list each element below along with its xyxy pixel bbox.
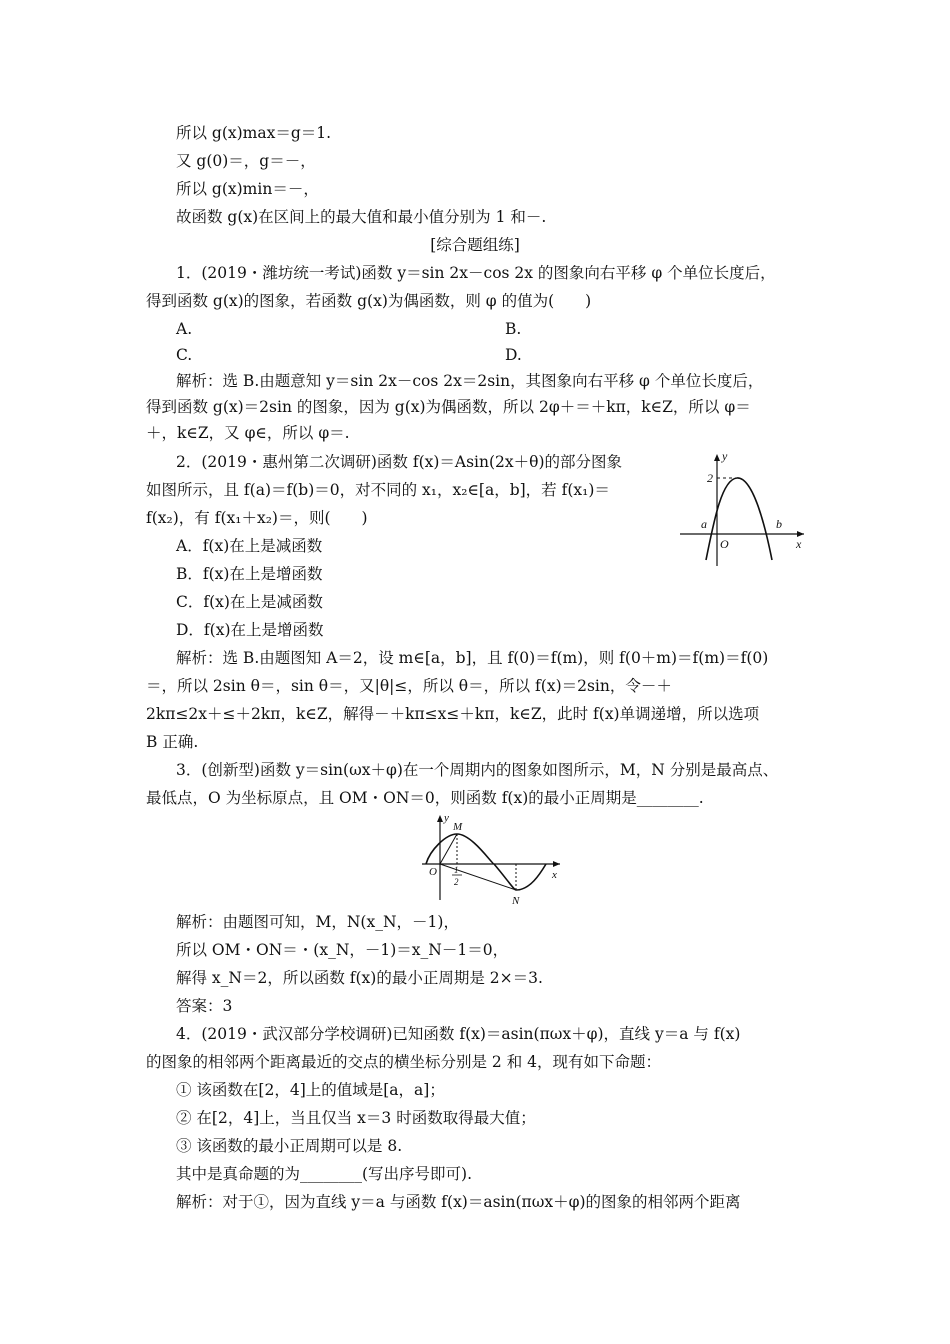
sine-graph-figure-q2 xyxy=(680,448,810,573)
section-heading: [综合题组练] xyxy=(430,236,520,254)
origin-label: O xyxy=(429,866,437,878)
point-a-label: a xyxy=(701,517,707,531)
question-1-stem: 1．(2019・潍坊统一考试)函数 y＝sin 2x－cos 2x 的图象向右平移 φ 个单位长度后， xyxy=(176,264,776,282)
solution-line: 解析：选 B.由题意知 y＝sin 2x－cos 2x＝2sin，其图象向右平移 φ 个单位长度后， xyxy=(176,372,764,390)
point-n-label: N xyxy=(512,895,520,907)
solution-line: ＋，k∈Z，又 φ∈，所以 φ＝. xyxy=(146,424,350,442)
fraction-numerator: 1 xyxy=(454,865,459,875)
option-b: B. xyxy=(505,320,522,338)
question-4-stem: 4．(2019・武汉部分学校调研)已知函数 f(x)＝asin(πωx＋φ)，直线 y＝a 与 f(x) xyxy=(176,1025,741,1043)
answer-line: 答案：3 xyxy=(176,997,233,1015)
option-d: D. xyxy=(505,346,522,364)
y-axis-label: y xyxy=(444,812,449,824)
segment-om xyxy=(440,834,457,864)
solution-line: B 正确. xyxy=(146,733,199,751)
text-line: 所以 g(x)min＝－， xyxy=(176,180,319,198)
proposition-1: ① 该函数在[2，4]上的值域是[a，a]； xyxy=(176,1081,445,1099)
x-axis-label: x xyxy=(552,869,557,881)
point-b-label: b xyxy=(776,517,782,531)
question-3-stem: 3．(创新型)函数 y＝sin(ωx＋φ)在一个周期内的图象如图所示，M，N 分别是最高点、 xyxy=(176,761,779,779)
option-c: C. xyxy=(176,346,193,364)
solution-line: 解析：对于①，因为直线 y＝a 与函数 f(x)＝asin(πωx＋φ)的图象的相邻两个距离 xyxy=(176,1193,741,1211)
solution-line: 所以 OM・ON＝・(x_N，－1)＝x_N－1＝0， xyxy=(176,941,509,959)
solution-line: 解得 x_N＝2，所以函数 f(x)的最小正周期是 2×＝3. xyxy=(176,969,543,987)
option-c: C．f(x)在上是减函数 xyxy=(176,593,323,611)
question-1-stem: 得到函数 g(x)的图象，若函数 g(x)为偶函数，则 φ 的值为( ) xyxy=(146,292,592,310)
y-axis-arrow xyxy=(714,454,720,461)
solution-line: 2kπ≤2x＋≤＋2kπ，k∈Z，解得－＋kπ≤x≤＋kπ，k∈Z，此时 f(x)单调递增，所以选项 xyxy=(146,705,760,723)
option-d: D．f(x)在上是增函数 xyxy=(176,621,324,639)
question-2-stem: 2．(2019・惠州第二次调研)函数 f(x)＝Asin(2x＋θ)的部分图象 xyxy=(176,453,623,471)
solution-line: 解析：由题图可知，M，N(x_N，－1)， xyxy=(176,913,459,931)
question-4-stem: 的图象的相邻两个距离最近的交点的横坐标分别是 2 和 4，现有如下命题： xyxy=(146,1053,662,1071)
question-3-stem: 最低点，O 为坐标原点，且 OM・ON＝0，则函数 f(x)的最小正周期是________. xyxy=(146,789,704,807)
text-line: 故函数 g(x)在区间上的最大值和最小值分别为 1 和－. xyxy=(176,208,547,226)
solution-line: 得到函数 g(x)＝2sin 的图象，因为 g(x)为偶函数，所以 2φ＋＝＋kπ，k∈Z，所以 φ＝ xyxy=(146,398,751,416)
x-axis-label: x xyxy=(796,537,802,551)
proposition-3: ③ 该函数的最小正周期可以是 8. xyxy=(176,1137,403,1155)
sine-graph-figure-q3 xyxy=(420,812,565,908)
solution-line: ＝，所以 2sin θ＝，sin θ＝，又|θ|≤，所以 θ＝，所以 f(x)＝2sin，令－＋ xyxy=(146,677,672,695)
y-axis-arrow xyxy=(437,815,443,822)
y-axis-label: y xyxy=(722,449,728,463)
origin-label: O xyxy=(720,537,729,551)
sine-curve xyxy=(706,478,772,560)
solution-line: 解析：选 B.由题图知 A＝2，设 m∈[a，b]，且 f(0)＝f(m)，则 f(0＋m)＝f(m)＝f(0) xyxy=(176,649,769,667)
x-axis-arrow xyxy=(553,861,560,867)
question-4-stem: 其中是真命题的为________(写出序号即可). xyxy=(176,1165,473,1183)
question-2-stem: 如图所示，且 f(a)＝f(b)＝0，对不同的 x₁，x₂∈[a，b]，若 f(x₁)＝ xyxy=(146,481,610,499)
text-line: 又 g(0)＝，g＝－， xyxy=(176,152,316,170)
max-value-label: 2 xyxy=(707,471,713,485)
question-2-stem: f(x₂)，有 f(x₁＋x₂)＝，则( ) xyxy=(146,509,368,527)
sine-curve xyxy=(426,834,546,890)
fraction-denominator: 2 xyxy=(454,877,459,887)
option-a: A. xyxy=(176,320,193,338)
option-a: A．f(x)在上是减函数 xyxy=(176,537,323,555)
proposition-2: ② 在[2，4]上，当且仅当 x＝3 时函数取得最大值； xyxy=(176,1109,536,1127)
text-line: 所以 g(x)max＝g＝1. xyxy=(176,124,332,142)
point-m-label: M xyxy=(453,821,463,833)
option-b: B．f(x)在上是增函数 xyxy=(176,565,323,583)
